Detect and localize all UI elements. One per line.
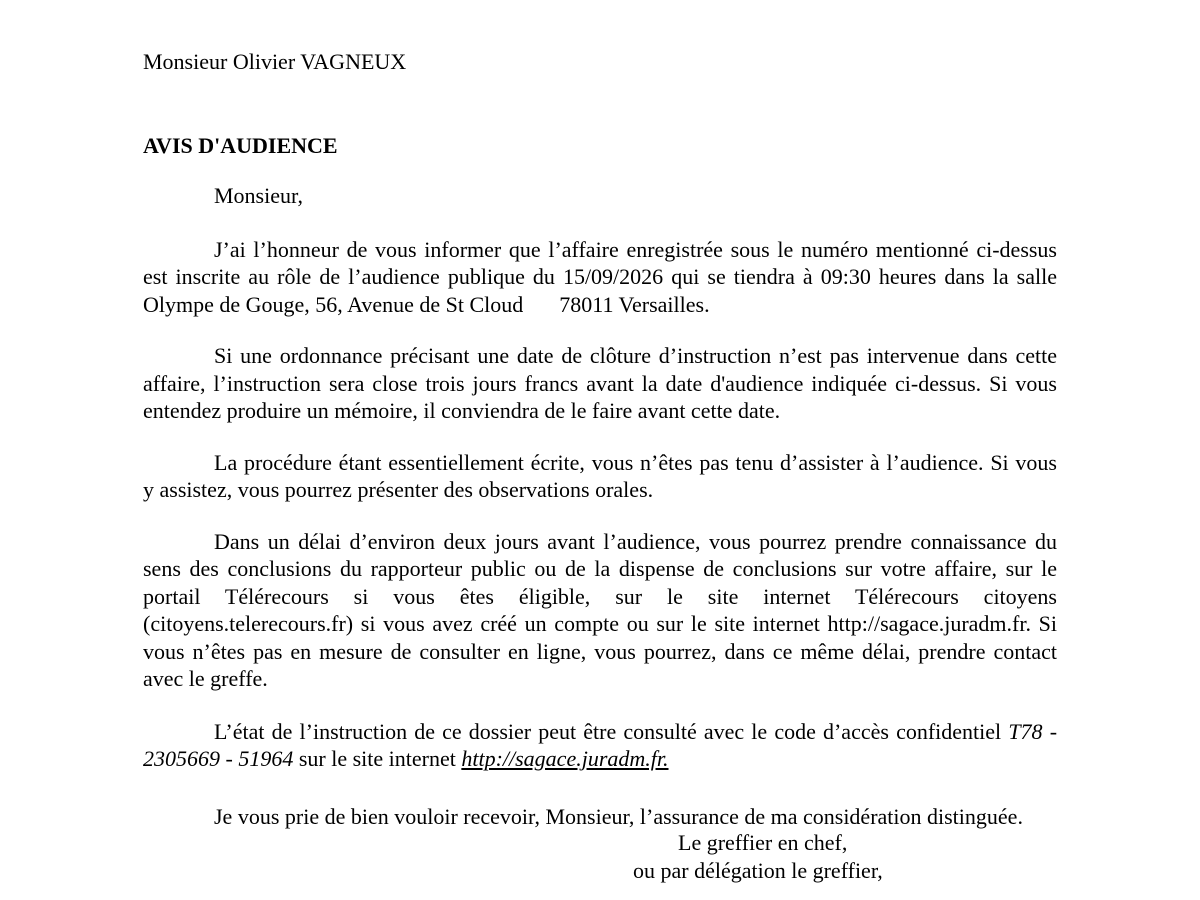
paragraph-closing: Je vous prie de bien vouloir recevoir, Monsieur, l’assurance de ma considération distinguée. (214, 803, 1023, 829)
access-code-site-text: sur le site internet (298, 746, 456, 771)
access-code: T78 - 2305669 - 51964 (143, 718, 1058, 771)
signature-block (143, 830, 1057, 884)
hearing-info-text: J’ai l’honneur de vous informer que l’affaire enregistrée sous le numéro mentionné ci-dessus est inscrite au rôle de l’audience publique du 15/09/2026 qui se tiendra à 09:30 heures dans la salle Olympe de Gouge, 56, Avenue de St Cloud (143, 236, 1057, 317)
paragraph-access-code (143, 718, 1057, 773)
signature-title: Le greffier en chef, (678, 830, 848, 855)
paragraph-procedure: La procédure étant essentiellement écrite, vous n’êtes pas tenu d’assister à l’audience. Si vous y assistez, vous pourrez présenter des observations orales. (143, 449, 1057, 502)
paragraph-hearing-info (143, 236, 1057, 319)
signature-delegation: ou par délégation le greffier, (633, 857, 883, 883)
salutation: Monsieur, (214, 183, 303, 208)
paragraph-closure: Si une ordonnance précisant une date de clôture d’instruction n’est pas intervenue dans cette affaire, l’instruction sera close trois jours francs avant la date d'audience indiquée ci-dessus. Si vous entendez produire un mémoire, il conviendra de le faire avant cette date. (143, 343, 1057, 423)
recipient-name: Monsieur Olivier VAGNEUX (143, 49, 407, 74)
paragraph-conclusions: Dans un délai d’environ deux jours avant l’audience, vous pourrez prendre connaissance du sens des conclusions du rapporteur public ou de la dispense de conclusions sur votre affaire, sur le portail Télérecours si vous êtes éligible, sur le site internet Télérecours citoyens (citoyens.telerecours.fr) si vous avez créé un compte ou sur le site internet http://sagace.juradm.fr. Si vous n’êtes pas en mesure de consulter en ligne, vous pourrez, dans ce même délai, prendre contact avec le greffe. (143, 528, 1057, 691)
access-code-intro: L’état de l’instruction de ce dossier peut être consulté avec le code d’accès confidentiel (214, 718, 1002, 744)
sagace-link[interactable]: http://sagace.juradm.fr. (461, 746, 669, 771)
hearing-address-city: 78011 Versailles. (559, 291, 710, 317)
letter-body (143, 48, 1058, 883)
notice-heading: AVIS D'AUDIENCE (143, 132, 338, 158)
